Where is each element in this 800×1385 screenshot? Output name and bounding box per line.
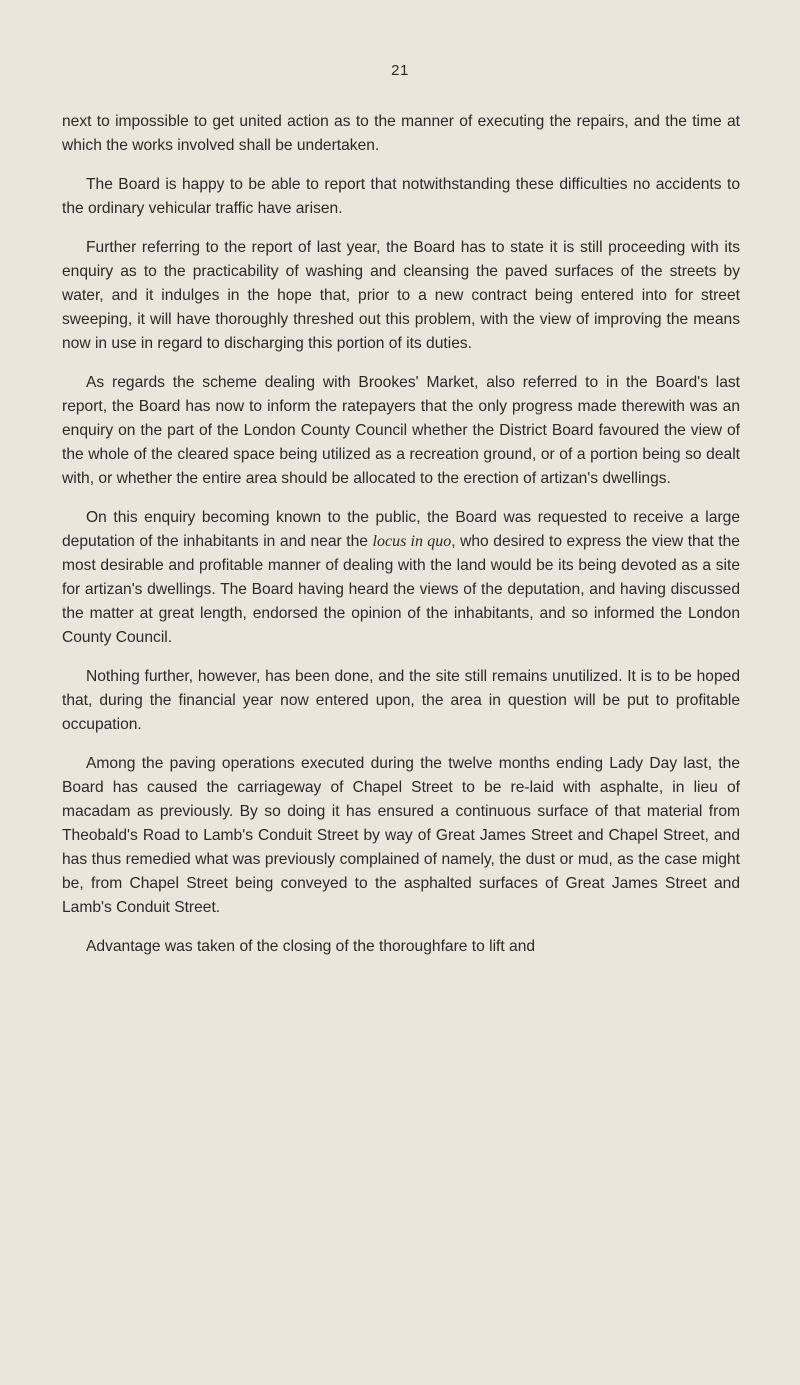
paragraph-repairs-continuation: next to impossible to get united action as to the manner of executing the repairs, and the time at which the works involved shall be undertaken. — [62, 113, 740, 154]
body-text — [62, 110, 740, 974]
paragraph-deputation-after: , who desired to express the view that the most desirable and profitable manner of dealing with the land would be its being devoted as a site for artizan's dwellings. The Board having heard the views of the deputation, and having discussed the matter at great length, endorsed the opinion of the inhabitants, and so informed the London County Council. — [62, 533, 740, 646]
paragraph-street-washing: Further referring to the report of last year, the Board has to state it is still proceeding with its enquiry as to the practicability of washing and cleansing the paved surfaces of the streets by water, and it indulges in the hope that, prior to a new contract being entered into for street sweeping, it will have thoroughly threshed out this problem, with the view of improving the means now in use in regard to discharging this portion of its duties. — [62, 239, 740, 352]
paragraph-brookes-market: As regards the scheme dealing with Brookes' Market, also referred to in the Board's last report, the Board has now to inform the ratepayers that the only progress made therewith was an enquiry on the part of the London County Council whether the District Board favoured the view of the whole of the cleared space being utilized as a recreation ground, or of a portion being so dealt with, or whether the entire area should be allocated to the erection of artizan's dwellings. — [62, 374, 740, 487]
paragraph-site-unutilized: Nothing further, however, has been done, and the site still remains unutilized. It is to be hoped that, during the financial year now entered upon, the area in question will be put to profitable occupation. — [62, 668, 740, 733]
paragraph-thoroughfare-closing: Advantage was taken of the closing of the thoroughfare to lift and — [86, 938, 536, 955]
page-number: 21 — [391, 62, 409, 79]
paragraph-deputation-italic: locus in quo — [372, 533, 452, 550]
paragraph-deputation — [62, 506, 740, 650]
paragraph-deputation-before: On this enquiry becoming known to the public, the Board was requested to receive a large deputation of the inhabitants in and near the — [62, 509, 740, 550]
paragraph-no-accidents: The Board is happy to be able to report that notwithstanding these difficulties no accidents to the ordinary vehicular traffic have arisen. — [62, 176, 740, 217]
paragraph-chapel-street-paving: Among the paving operations executed during the twelve months ending Lady Day last, the Board has caused the carriageway of Chapel Street to be re-laid with asphalte, in lieu of macadam as previously. By so doing it has ensured a continuous surface of that material from Theobald's Road to Lamb's Conduit Street by way of Great James Street and Chapel Street, and has thus remedied what was previously complained of namely, the dust or mud, as the case might be, from Chapel Street being conveyed to the asphalted surfaces of Great James Street and Lamb's Conduit Street. — [62, 755, 740, 916]
